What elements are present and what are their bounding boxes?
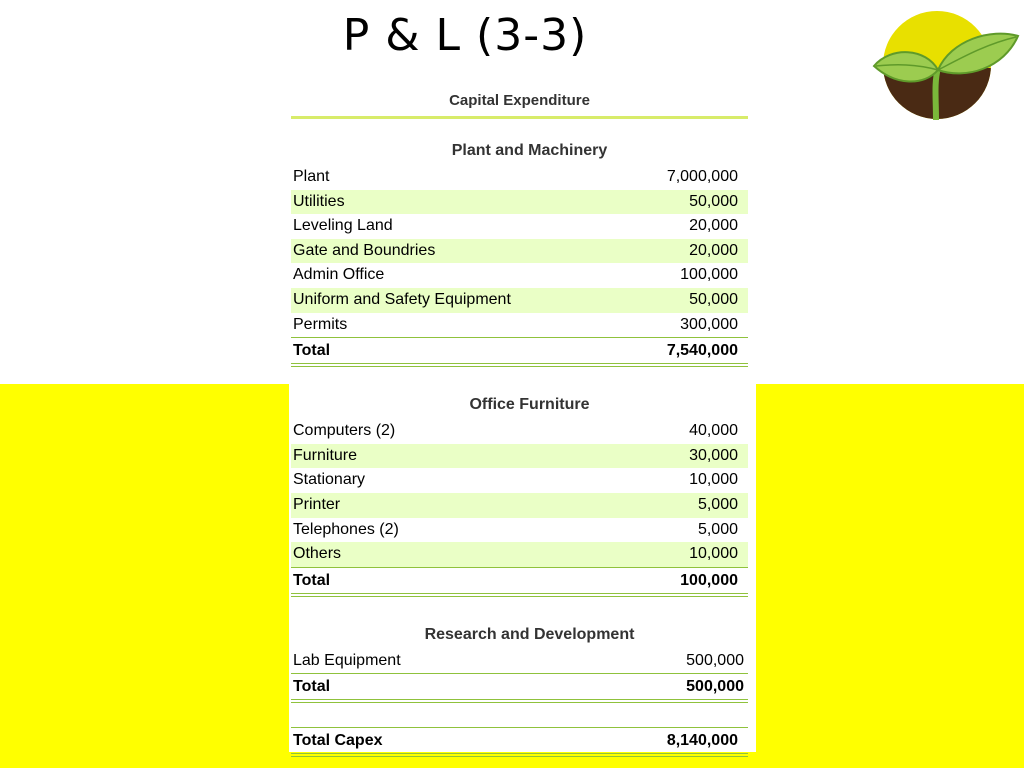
row-label: Others: [293, 545, 342, 563]
table-row: [291, 542, 748, 567]
row-value: 500,000: [686, 651, 744, 669]
slide-title: P & L (3-3): [342, 10, 588, 61]
row-value: 10,000: [689, 545, 738, 563]
row-value: 5,000: [697, 495, 738, 513]
row-value: 20,000: [689, 217, 738, 235]
row-label: Plant: [293, 168, 330, 185]
row-label: Telephones (2): [293, 520, 399, 538]
plant-total-row: [291, 337, 748, 367]
capex-title: Capital Expenditure: [291, 86, 748, 119]
row-value: 30,000: [689, 446, 738, 464]
total-value: 500,000: [686, 678, 744, 696]
row-label: Printer: [293, 495, 341, 513]
total-label: Total: [293, 678, 331, 696]
total-capex-value: 8,140,000: [666, 732, 738, 750]
row-value: 300,000: [680, 315, 738, 333]
row-value: 5,000: [697, 520, 738, 538]
row-value: 100,000: [680, 266, 738, 284]
total-label: Total: [293, 342, 331, 360]
table-row: [291, 419, 748, 444]
row-value: 40,000: [689, 422, 738, 440]
row-label: Admin Office: [293, 266, 385, 284]
row-label: Utilities: [293, 192, 345, 210]
total-capex-row: [291, 727, 748, 757]
rnd-section-title: Research and Development: [424, 625, 635, 643]
capex-sheet: [289, 86, 756, 752]
furniture-section-title: Office Furniture: [469, 396, 590, 414]
table-row: [291, 313, 748, 338]
row-label: Stationary: [293, 471, 366, 489]
row-value: 7,000,000: [666, 168, 738, 185]
total-label: Total: [293, 571, 331, 589]
capex-table: [291, 86, 748, 757]
furniture-total-row: [291, 567, 748, 597]
furniture-rows: [291, 419, 748, 567]
table-row: [291, 288, 748, 313]
row-label: Uniform and Safety Equipment: [293, 290, 511, 308]
row-value: 20,000: [689, 241, 738, 259]
table-row: [291, 493, 748, 518]
row-label: Furniture: [293, 446, 358, 464]
row-label: Gate and Boundries: [293, 241, 436, 259]
row-label: Leveling Land: [293, 217, 393, 235]
table-row: [291, 165, 748, 190]
row-value: 10,000: [689, 471, 738, 489]
table-row: [291, 518, 748, 543]
row-label: Permits: [293, 315, 348, 333]
total-value: 7,540,000: [666, 342, 738, 360]
plant-section-title: Plant and Machinery: [451, 142, 608, 159]
row-label: Lab Equipment: [293, 651, 401, 669]
total-capex-label: Total Capex: [293, 732, 383, 750]
table-row: [291, 263, 748, 288]
row-value: 50,000: [689, 290, 738, 308]
total-value: 100,000: [680, 571, 738, 589]
table-row: [291, 214, 748, 239]
row-value: 50,000: [689, 192, 738, 210]
table-row: [291, 444, 748, 469]
sprout-logo-icon: [866, 8, 1024, 126]
table-row: [291, 190, 748, 215]
table-row: [291, 468, 748, 493]
row-label: Computers (2): [293, 422, 396, 440]
table-row: [291, 239, 748, 264]
plant-rows: [291, 165, 748, 337]
rnd-total-row: [291, 673, 748, 703]
table-row: [291, 649, 748, 674]
